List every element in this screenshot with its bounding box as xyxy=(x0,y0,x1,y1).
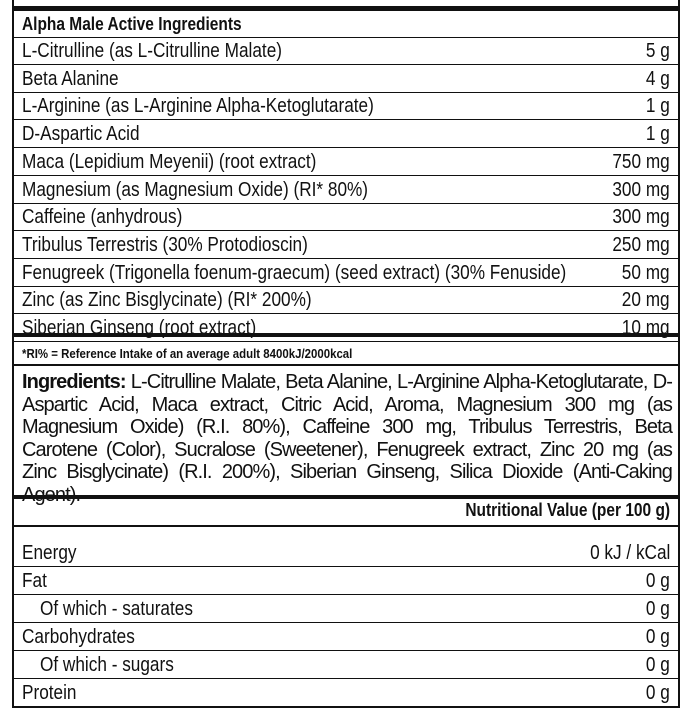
nutrient-name: Carbohydrates xyxy=(22,626,135,648)
nutrition-row xyxy=(14,680,678,707)
rule xyxy=(14,364,678,366)
nutrition-row xyxy=(14,568,678,595)
ingredient-row xyxy=(14,121,678,148)
nutrient-name: Energy xyxy=(22,542,77,564)
ingredient-row xyxy=(14,149,678,176)
ri-footnote: *RI% = Reference Intake of an average adult 8400kJ/2000kcal xyxy=(22,346,353,361)
nutrient-amount: 0 kJ / kCal xyxy=(589,542,670,564)
ingredient-name: L-Citrulline (as L-Citrulline Malate) xyxy=(22,40,283,62)
nutrient-amount: 0 g xyxy=(646,626,670,648)
ingredient-name: Tribulus Terrestris (30% Protodioscin) xyxy=(22,233,308,256)
ingredient-amount: 300 mg xyxy=(612,178,670,201)
nutrition-row xyxy=(14,540,678,567)
nutrient-amount: 0 g xyxy=(646,598,670,620)
ingredient-row xyxy=(14,177,678,204)
supplement-facts-panel xyxy=(12,0,680,708)
nutrition-row xyxy=(14,624,678,651)
ingredient-row xyxy=(14,287,678,314)
ingredient-amount: 300 mg xyxy=(612,206,670,229)
rule xyxy=(14,525,678,527)
nutrient-amount: 0 g xyxy=(646,570,670,592)
nutrition-row xyxy=(14,596,678,623)
ingredients-paragraph xyxy=(22,371,672,506)
ingredient-name: Zinc (as Zinc Bisglycinate) (RI* 200%) xyxy=(22,289,312,312)
ingredient-amount: 10 mg xyxy=(622,317,670,339)
nutrition-row xyxy=(14,652,678,679)
ingredient-amount: 250 mg xyxy=(612,233,670,256)
ingredient-name: Maca (Lepidium Meyenii) (root extract) xyxy=(22,150,317,173)
ingredient-name: D-Aspartic Acid xyxy=(22,123,140,146)
ingredient-row xyxy=(14,232,678,259)
ingredients-text: L-Citrulline Malate, Beta Alanine, L-Arginine Alpha-Ketoglutarate, D-Aspartic Acid, Maca extract, Citric Acid, Aroma, Magnesium 300 mg (as Magnesium Oxide) (R.I. 80%), Caffeine 300 mg, Tribulus Terrestris, Beta Carotene (Color), Sucralose (Sweetener), Fenugreek extract, Zinc 20 mg (as Zinc Bisglycinate) (R.I. 200%), Siberian Ginseng, Silica Dioxide (Anti-Caking Agent). xyxy=(22,371,672,506)
nutrition-heading: Nutritional Value (per 100 g) xyxy=(465,500,670,520)
ingredient-amount: 5 g xyxy=(646,40,670,62)
ingredient-name: L-Arginine (as L-Arginine Alpha-Ketoglutarate) xyxy=(22,95,374,118)
ingredient-name: Caffeine (anhydrous) xyxy=(22,206,183,229)
nutrient-amount: 0 g xyxy=(646,654,670,676)
ingredient-amount: 1 g xyxy=(646,123,670,146)
ingredient-amount: 50 mg xyxy=(622,261,670,284)
active-heading: Alpha Male Active Ingredients xyxy=(22,14,242,34)
ingredients-label: Ingredients: xyxy=(22,371,126,393)
ingredient-row xyxy=(14,93,678,120)
ingredient-amount: 1 g xyxy=(646,95,670,118)
ingredient-row xyxy=(14,66,678,93)
nutrient-name: Protein xyxy=(22,682,77,704)
ingredient-amount: 750 mg xyxy=(612,150,670,173)
ingredient-name: Siberian Ginseng (root extract) xyxy=(22,317,257,339)
ingredient-amount: 4 g xyxy=(646,67,670,90)
nutrient-name: Of which - saturates xyxy=(40,598,193,620)
active-heading-row xyxy=(14,11,678,38)
ingredient-amount: 20 mg xyxy=(622,289,670,312)
nutrient-amount: 0 g xyxy=(646,682,670,704)
ingredient-name: Fenugreek (Trigonella foenum-graecum) (seed extract) (30% Fenuside) xyxy=(22,261,567,284)
ingredient-row xyxy=(14,260,678,287)
ingredient-name: Magnesium (as Magnesium Oxide) (RI* 80%) xyxy=(22,178,369,201)
thick-rule xyxy=(14,333,678,337)
nutrient-name: Of which - sugars xyxy=(40,654,174,676)
ingredient-name: Beta Alanine xyxy=(22,67,119,90)
ingredient-row xyxy=(14,38,678,65)
ingredient-row xyxy=(14,204,678,231)
thick-rule xyxy=(14,495,678,499)
nutrient-name: Fat xyxy=(22,570,47,592)
ingredient-row xyxy=(14,315,678,342)
